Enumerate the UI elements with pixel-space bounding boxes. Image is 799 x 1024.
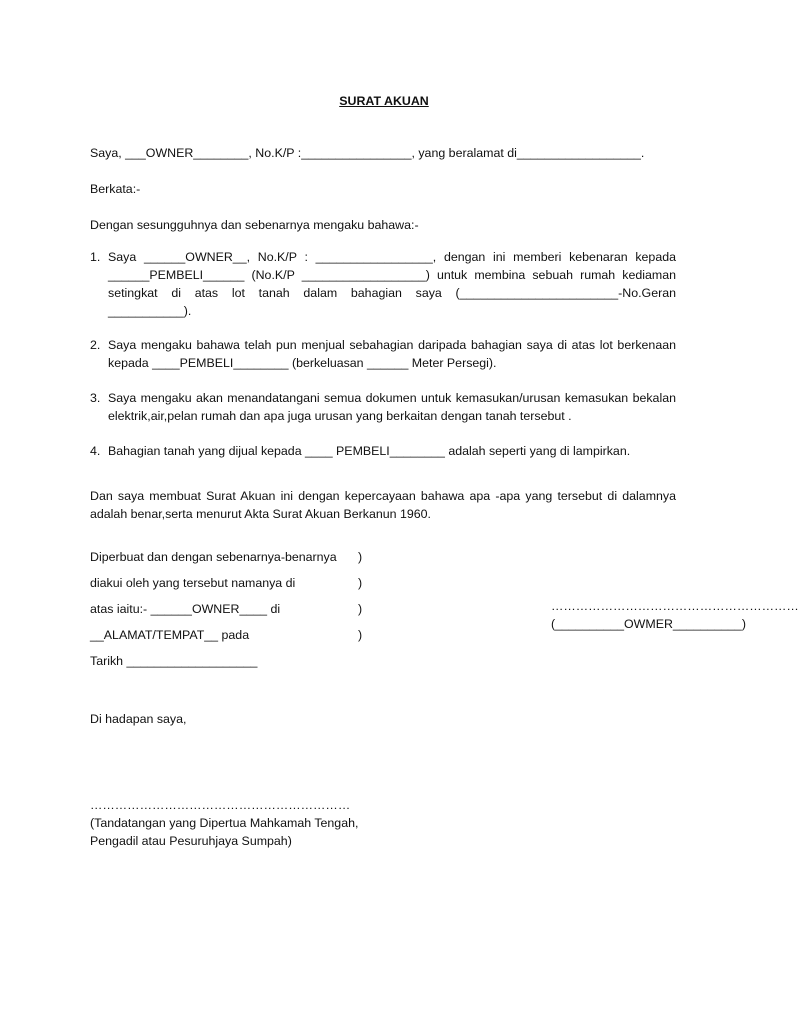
- declaration-row-bracket: ): [358, 550, 363, 564]
- date-line: Tarikh ___________________: [90, 654, 258, 668]
- closing-paragraph: Dan saya membuat Surat Akuan ini dengan kepercayaan bahawa apa -apa yang tersebut di dalamnya adalah benar,serta menurut Akta Surat Akuan Berkanun 1960.: [90, 489, 676, 521]
- intro-line: Saya, ___OWNER________, No.K/P :________________, yang beralamat di__________________.: [90, 146, 645, 160]
- declaration-row: [90, 549, 390, 575]
- list-item-text: Saya ______OWNER__, No.K/P : _________________, dengan ini memberi kebenaran kepada ______PEMBELI______ (No.K/P __________________) untuk membina sebuah rumah kediaman setingkat di atas lot tanah dalam bahagian saya (_______________________-No.Geran ___________).: [108, 250, 676, 318]
- owner-signature-name: (__________OWMER__________): [551, 616, 746, 631]
- list-item: [90, 390, 676, 426]
- declaration-row-bracket: ): [358, 628, 363, 642]
- declaration-row-text: __ALAMAT/TEMPAT__ pada: [90, 628, 250, 642]
- berkata-label: Berkata:-: [90, 182, 141, 196]
- list-item-number: 1.: [90, 250, 101, 264]
- list-item: [90, 337, 676, 373]
- owner-signature-line: ……………………………………………………: [551, 599, 799, 613]
- list-item: [90, 443, 676, 461]
- declaration-row: [90, 601, 390, 627]
- list-item-text: Saya mengaku akan menandatangani semua dokumen untuk kemasukan/urusan kemasukan bekalan elektrik,air,pelan rumah dan apa juga urusan yang berkaitan dengan tanah tersebut .: [108, 391, 676, 423]
- declaration-list: [90, 443, 676, 461]
- before-me-label: Di hadapan saya,: [90, 712, 187, 726]
- list-item-number: 4.: [90, 444, 101, 458]
- list-item-text: Bahagian tanah yang dijual kepada ____ PEMBELI________ adalah seperti yang di lampirkan.: [108, 444, 631, 458]
- declaration-row: [90, 575, 390, 601]
- declaration-row-text: Diperbuat dan dengan sebenarnya-benarnya: [90, 550, 337, 564]
- list-item-text: Saya mengaku bahawa telah pun menjual sebahagian daripada bahagian saya di atas lot berkenaan kepada ____PEMBELI________ (berkeluasan ______ Meter Persegi).: [108, 338, 676, 370]
- declaration-row: [90, 653, 390, 679]
- commissioner-signature-line: ………………………………………………………: [90, 798, 351, 812]
- list-item-number: 3.: [90, 391, 101, 405]
- declaration-row-text: diakui oleh yang tersebut namanya di: [90, 576, 296, 590]
- list-item: [90, 249, 676, 321]
- list-item-number: 2.: [90, 338, 101, 352]
- commissioner-signature-block: [90, 797, 358, 851]
- document-title: SURAT AKUAN: [339, 94, 429, 108]
- declaration-row-bracket: ): [358, 576, 363, 590]
- declaration-row-text: atas iaitu:- ______OWNER____ di: [90, 602, 281, 616]
- declaration-list: [90, 390, 676, 426]
- declaration-row: [90, 627, 390, 653]
- declaration-row-bracket: ): [358, 602, 363, 616]
- owner-signature-block: [551, 598, 799, 634]
- commissioner-title-line2: Pengadil atau Pesuruhjaya Sumpah): [90, 833, 292, 848]
- declaration-list: [90, 337, 676, 373]
- commissioner-title-line1: (Tandatangan yang Dipertua Mahkamah Tengah,: [90, 815, 359, 830]
- statement-line: Dengan sesungguhnya dan sebenarnya mengaku bahawa:-: [90, 218, 419, 232]
- declaration-block: [90, 549, 390, 679]
- declaration-list: [90, 249, 676, 321]
